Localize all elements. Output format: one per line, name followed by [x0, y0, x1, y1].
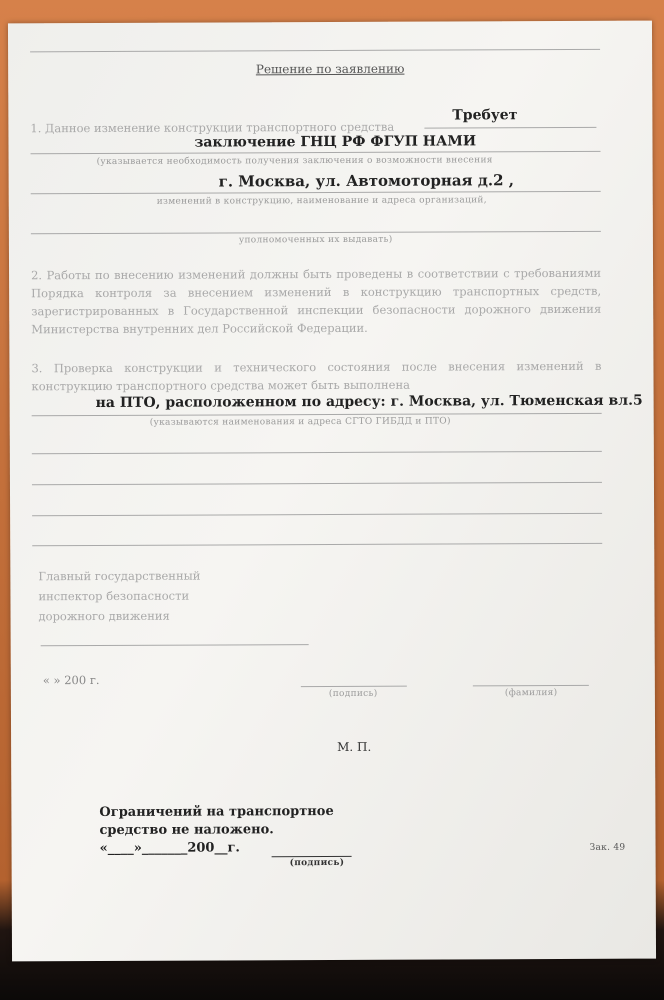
item1-fill-line-2	[31, 151, 601, 154]
document-sheet	[8, 21, 656, 962]
item1-caption-3: уполномоченных их выдавать)	[238, 234, 393, 246]
restrictions-line-2: средство не наложено.	[99, 822, 274, 839]
item1-fill-line-1	[424, 127, 596, 129]
item2-text: 2. Работы по внесению изменений должны быть проведены в соответствии с требованиями Порядка контроля за внесением изменений в конструкцию транспортных средств, зарегистрированных в Государственной инспекции безопасности дорожного движения Министерства внутренних дел Российской Федерации.	[31, 265, 602, 337]
item3-fill-line-1	[32, 413, 602, 416]
item3-caption: (указываются наименования и адреса СГТО ГИБДД и ПТО)	[149, 416, 451, 428]
item1-answer-nami: заключение ГНЦ РФ ФГУП НАМИ	[194, 133, 477, 151]
item3-fill-line-5	[32, 543, 602, 546]
restrictions-sign-caption: (подпись)	[289, 857, 345, 869]
inspector-sign-line	[41, 644, 309, 646]
stamp-place: М. П.	[337, 739, 372, 754]
item1-label: 1. Данное изменение конструкции транспортного средства	[30, 119, 395, 136]
restrictions-date: «____»_______200__г.	[99, 840, 240, 857]
item1-caption-2: изменений в конструкцию, наименование и адреса организаций,	[156, 195, 487, 207]
signature-date: « » 200 г.	[42, 673, 100, 688]
inspector-line-1: Главный государственный	[38, 568, 201, 584]
item3-fill-line-2	[32, 451, 602, 454]
form-title: Решение по заявлению	[255, 61, 405, 77]
order-number: Зак. 49	[589, 842, 626, 853]
surname-caption: (фамилия)	[504, 688, 558, 699]
inspector-line-2: инспектор безопасности	[38, 588, 190, 604]
inspector-line-3: дорожного движения	[38, 608, 170, 624]
item1-fill-line-4	[31, 231, 601, 234]
signature-caption: (подпись)	[328, 688, 378, 700]
item3-fill-line-4	[32, 513, 602, 516]
item1-caption-1: (указывается необходимость получения заключения о возможности внесения	[96, 155, 493, 168]
top-rule	[30, 49, 600, 52]
item3-fill-line-3	[32, 482, 602, 485]
item3-answer: на ПТО, расположенном по адресу: г. Москва, ул. Тюменская вл.5	[95, 392, 643, 412]
item1-answer-address: г. Москва, ул. Автомоторная д.2 ,	[218, 171, 514, 191]
item1-fill-line-3	[31, 191, 601, 194]
surname-line	[473, 685, 589, 687]
signature-line	[301, 686, 407, 687]
item1-answer-requires: Требует	[452, 107, 518, 124]
item3-text: 3. Проверка конструкции и технического состояния после внесения изменений в конструкцию транспортного средства может быть выполнена	[31, 358, 602, 394]
restrictions-line-1: Ограничений на транспортное	[99, 803, 334, 821]
